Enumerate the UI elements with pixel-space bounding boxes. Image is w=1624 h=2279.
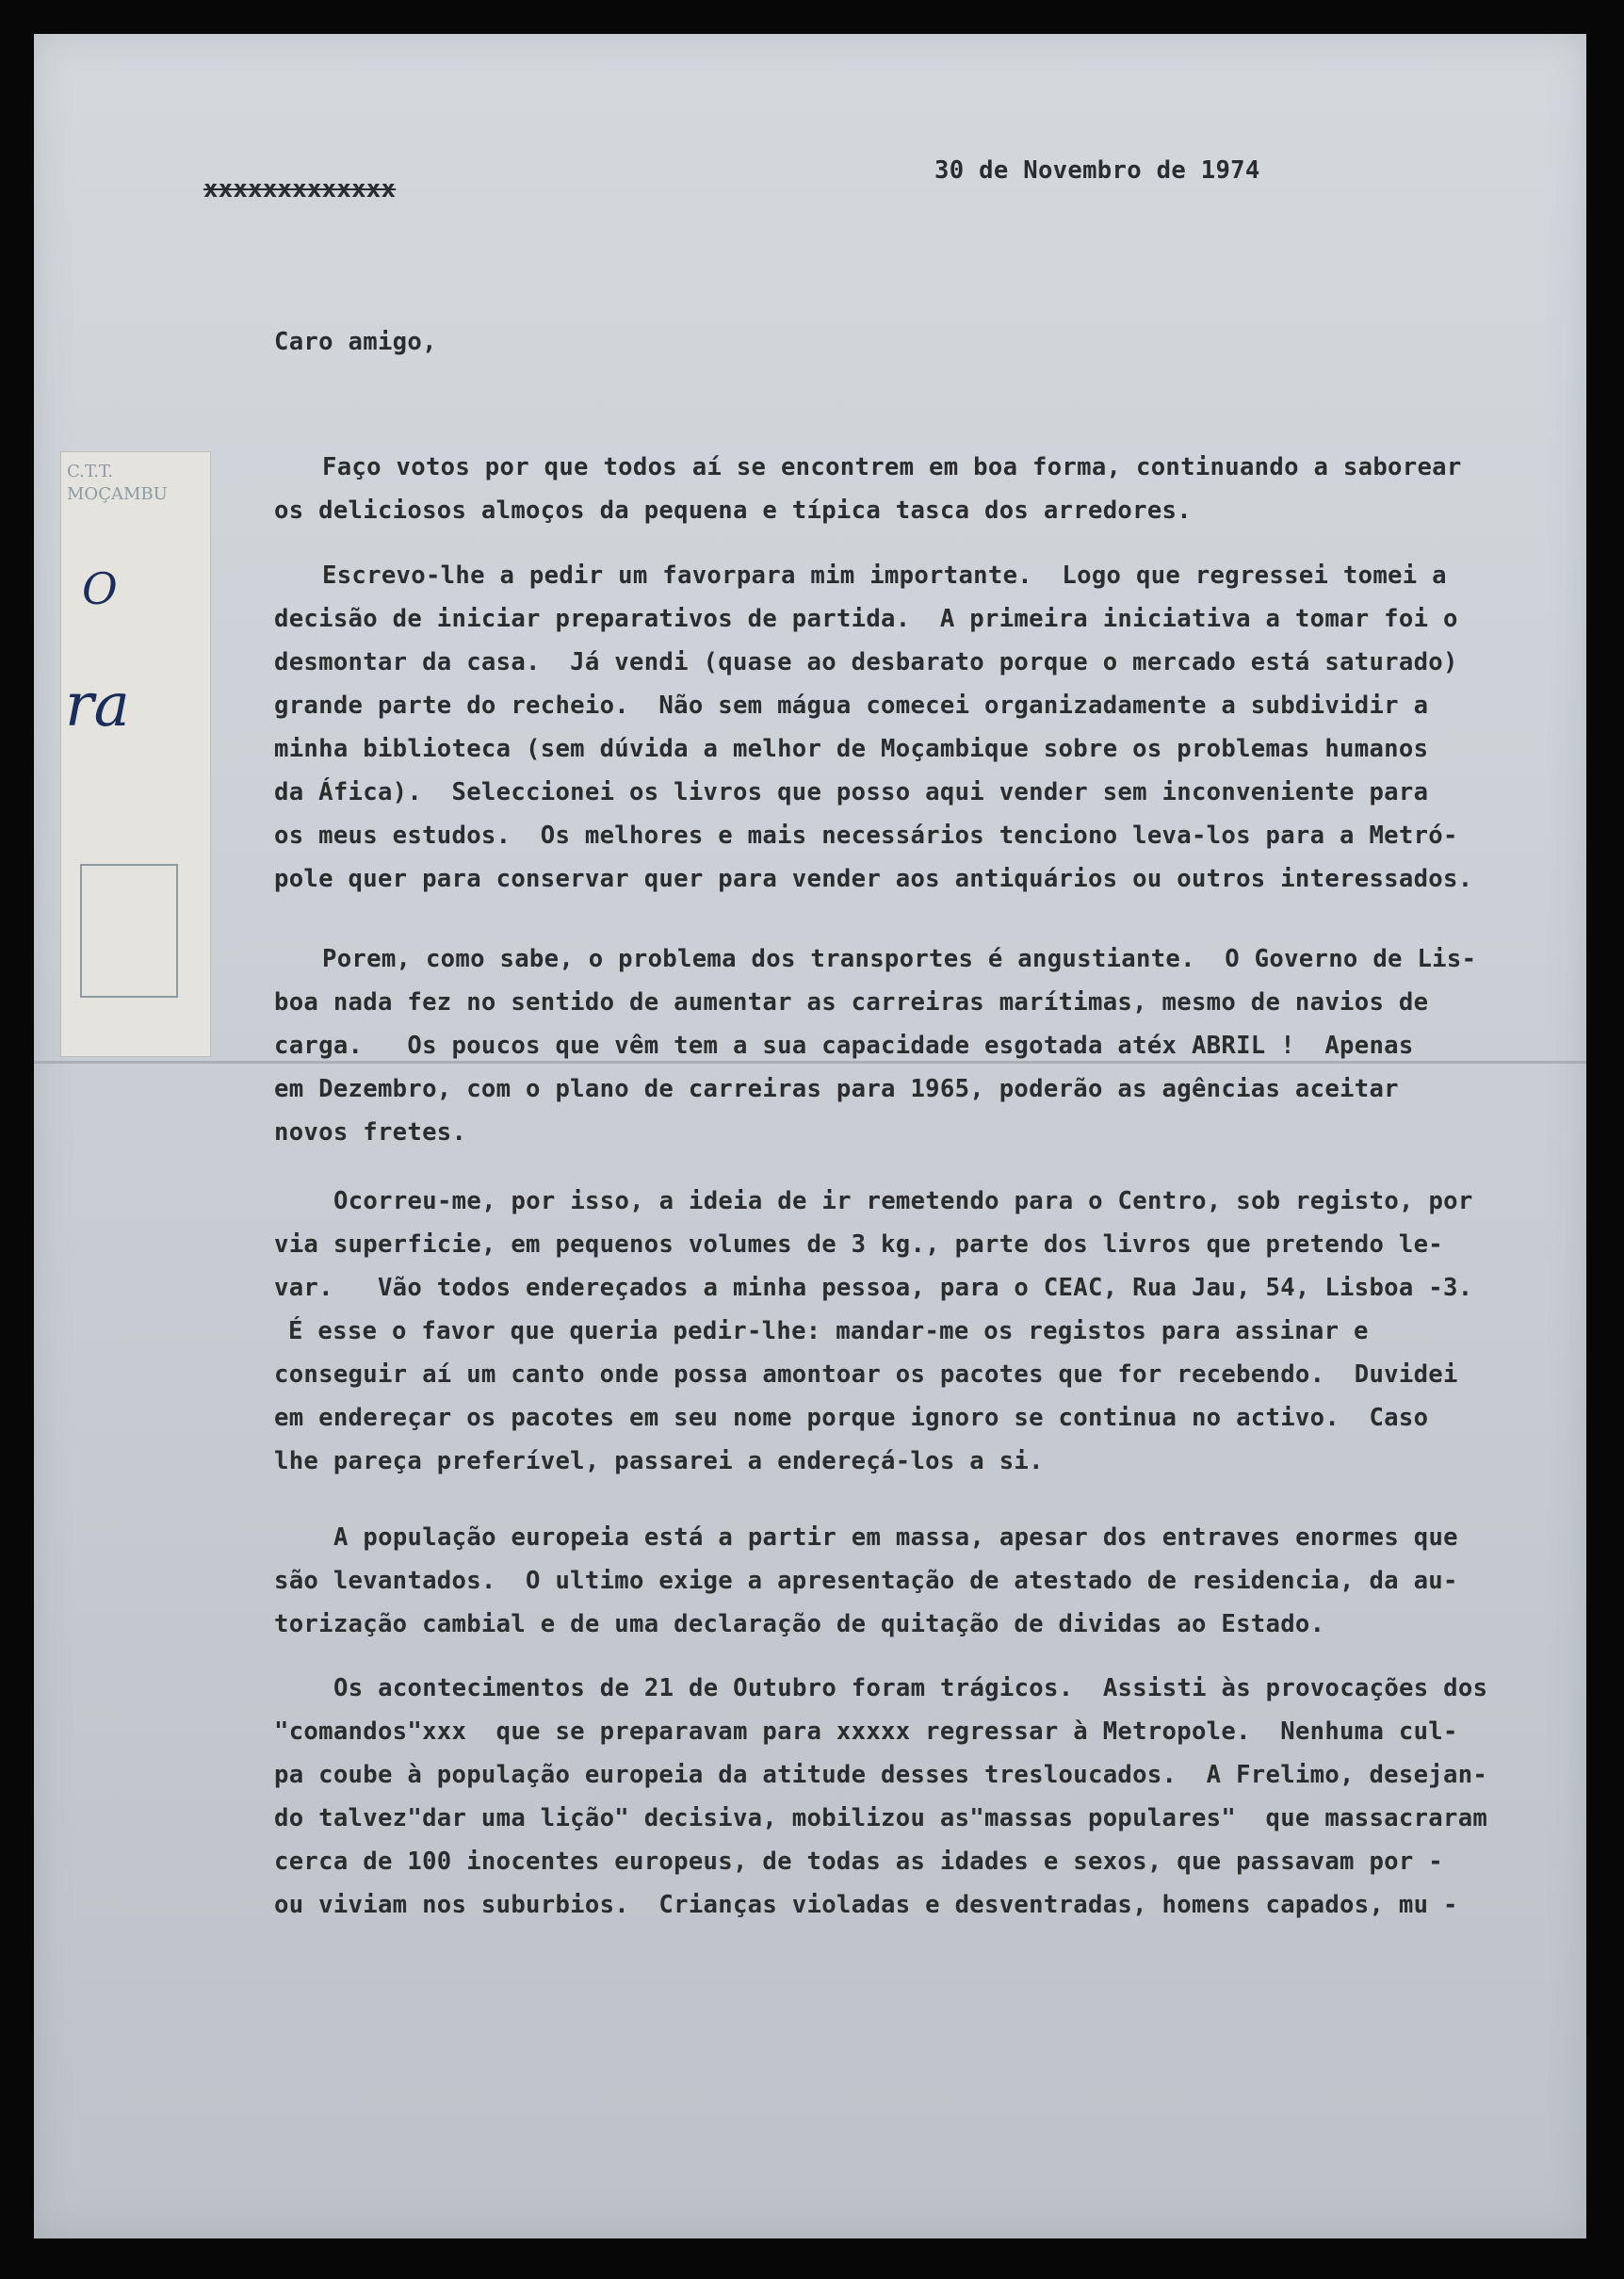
body-line: os deliciosos almoços da pequena e típica tasca dos arredores. [274, 496, 1192, 525]
body-line: ou viviam nos suburbios. Crianças violadas e desventradas, homens capados, mu - [274, 1891, 1458, 1919]
body-line: em Dezembro, com o plano de carreiras para 1965, poderão as agências aceitar [274, 1075, 1399, 1103]
body-line: var. Vão todos endereçados a minha pessoa, para o CEAC, Rua Jau, 54, Lisboa -3. [274, 1274, 1473, 1302]
body-line: do talvez"dar uma lição" decisiva, mobilizou as"massas populares" que massacraram [274, 1804, 1488, 1832]
body-line: boa nada fez no sentido de aumentar as carreiras marítimas, mesmo de navios de [274, 988, 1429, 1017]
body-line: grande parte do recheio. Não sem mágua comecei organizadamente a subdividir a [274, 692, 1429, 720]
body-line: torização cambial e de uma declaração de quitação de dividas ao Estado. [274, 1610, 1325, 1638]
body-line: os meus estudos. Os melhores e mais necessários tenciono leva-los para a Metró- [274, 822, 1458, 850]
body-line: são levantados. O ultimo exige a apresentação de atestado de residencia, da au- [274, 1567, 1458, 1595]
body-line: minha biblioteca (sem dúvida a melhor de Moçambique sobre os problemas humanos [274, 735, 1429, 763]
stamp-empty-box [80, 864, 178, 998]
body-line: cerca de 100 inocentes europeus, de todas as idades e sexos, que passavam por - [274, 1848, 1443, 1876]
handwritten-mark-ra: ra [65, 671, 130, 741]
body-line: Escrevo-lhe a pedir um favorpara mim importante. Logo que regressei tomei a [322, 562, 1447, 590]
stamp-text-mocambique: MOÇAMBU [67, 484, 168, 504]
letter-date: 30 de Novembro de 1974 [934, 156, 1260, 185]
body-line: conseguir aí um canto onde possa amontoar os pacotes que for recebendo. Duvidei [274, 1360, 1458, 1389]
paper-fold-line [34, 1061, 1586, 1064]
handwritten-mark-o: O [82, 563, 118, 614]
body-line: via superficie, em pequenos volumes de 3 kg., parte dos livros que pretendo le- [274, 1230, 1443, 1259]
stamp-text-ctt: C.T.T. [67, 462, 114, 481]
body-line: pa coube à população europeia da atitude desses tresloucados. A Frelimo, desejan- [274, 1761, 1488, 1789]
letter-salutation: Caro amigo, [274, 328, 437, 356]
body-line: Porem, como sabe, o problema dos transportes é angustiante. O Governo de Lis- [322, 945, 1477, 973]
body-line: Ocorreu-me, por isso, a ideia de ir remetendo para o Centro, sob registo, por [333, 1187, 1473, 1215]
struck-out-header: xxxxxxxxxxxxx [203, 175, 397, 203]
body-line: Faço votos por que todos aí se encontrem em boa forma, continuando a saborear [322, 453, 1462, 481]
body-line: Os acontecimentos de 21 de Outubro foram trágicos. Assisti às provocações dos [333, 1674, 1488, 1702]
body-line: A população europeia está a partir em massa, apesar dos entraves enormes que [333, 1523, 1458, 1552]
body-line: É esse o favor que queria pedir-lhe: mandar-me os registos para assinar e [288, 1317, 1369, 1345]
body-line: carga. Os poucos que vêm tem a sua capacidade esgotada atéx ABRIL ! Apenas [274, 1032, 1414, 1060]
body-line: lhe pareça preferível, passarei a endereçá-los a si. [274, 1447, 1044, 1475]
body-line: decisão de iniciar preparativos de partida. A primeira iniciativa a tomar foi o [274, 605, 1458, 633]
body-line: "comandos"xxx que se preparavam para xxxxx regressar à Metropole. Nenhuma cul- [274, 1717, 1458, 1746]
body-line: da Áfica). Seleccionei os livros que posso aqui vender sem inconveniente para [274, 778, 1429, 806]
body-line: em endereçar os pacotes em seu nome porque ignoro se continua no activo. Caso [274, 1404, 1429, 1432]
body-line: pole quer para conservar quer para vender aos antiquários ou outros interessados. [274, 865, 1473, 893]
body-line: desmontar da casa. Já vendi (quase ao desbarato porque o mercado está saturado) [274, 648, 1458, 676]
body-line: novos fretes. [274, 1118, 467, 1147]
letter-sheet [34, 34, 1586, 2238]
